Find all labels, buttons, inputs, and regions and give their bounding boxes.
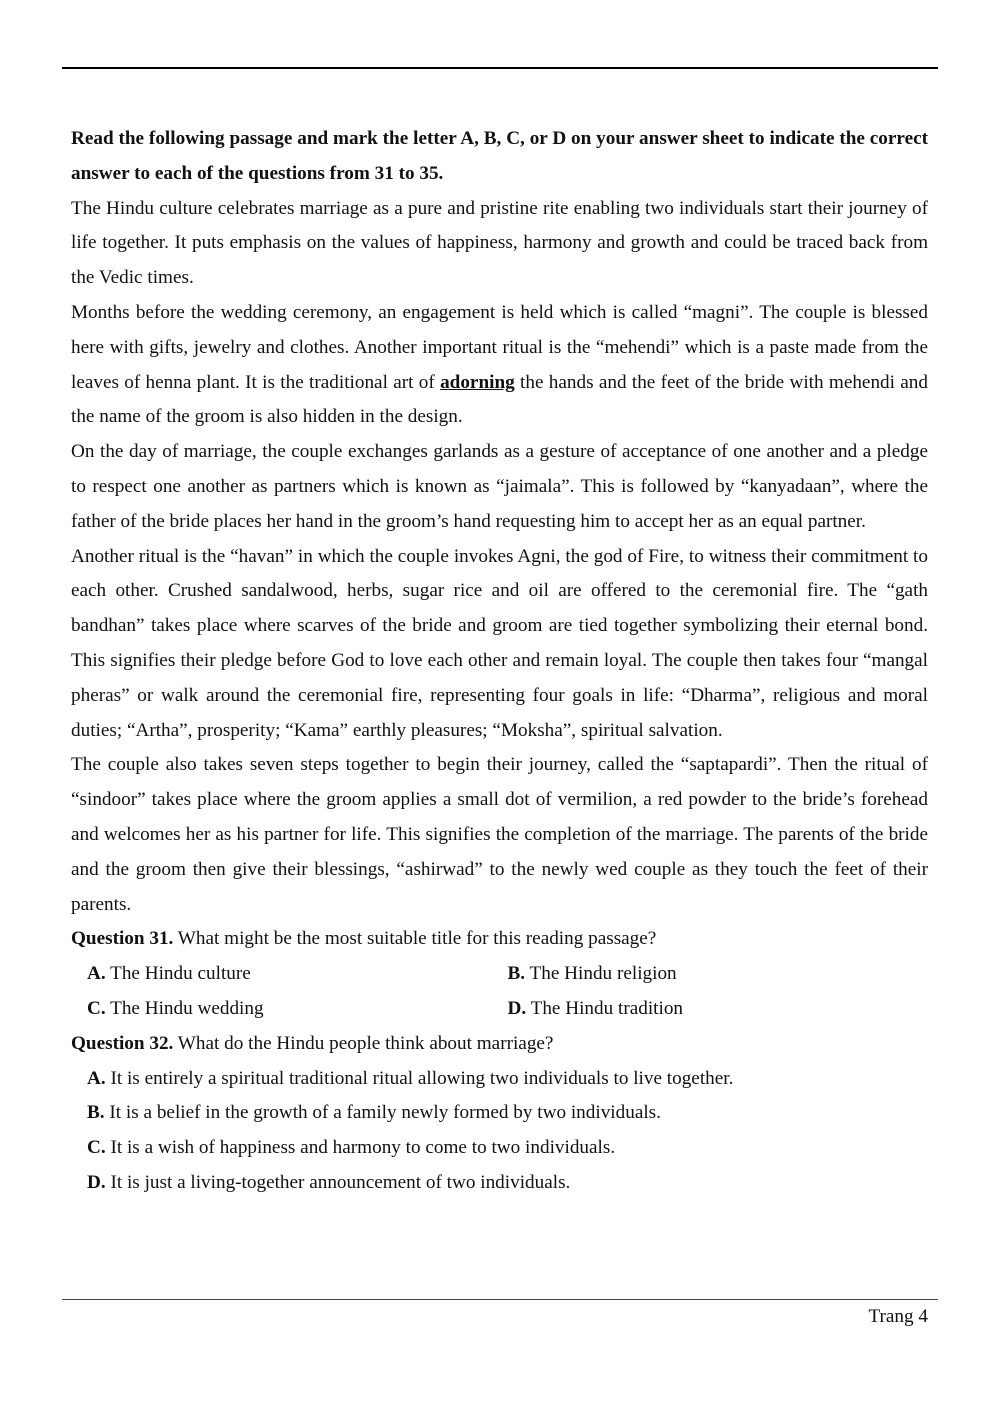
footer-rule xyxy=(62,1299,938,1300)
option-text: It is a wish of happiness and harmony to come to two individuals. xyxy=(105,1137,616,1159)
page-number: Trang 4 xyxy=(868,1306,928,1327)
option-text: It is a belief in the growth of a family newly formed by two individuals. xyxy=(104,1102,661,1124)
option-letter: D. xyxy=(507,997,527,1019)
option-letter: C. xyxy=(87,997,106,1019)
option-letter: A. xyxy=(87,963,106,985)
option-letter: B. xyxy=(507,963,526,985)
option-text: It is just a living-together announcement of two individuals. xyxy=(105,1171,571,1193)
option-letter: A. xyxy=(87,1067,106,1089)
option-32-c[interactable] xyxy=(71,1131,928,1166)
option-letter: D. xyxy=(87,1171,106,1193)
passage-paragraph-2 xyxy=(71,296,928,435)
question-32-text: What do the Hindu people think about marriage? xyxy=(173,1032,554,1054)
option-letter: C. xyxy=(87,1137,106,1159)
option-31-d[interactable] xyxy=(508,992,929,1027)
passage-paragraph-1: The Hindu culture celebrates marriage as a pure and pristine rite enabling two individuals start their journey of life together. It puts emphasis on the values of happiness, harmony and growth and could be traced back from the Vedic times. xyxy=(71,197,928,289)
option-text: The Hindu wedding xyxy=(105,997,264,1019)
option-31-c[interactable] xyxy=(87,992,508,1027)
passage-paragraph-2-part-2: the hands and the feet of the bride with mehendi and the name of the groom is also hidden in the design. xyxy=(71,371,928,428)
option-text: The Hindu culture xyxy=(105,963,251,985)
header-rule xyxy=(62,67,938,69)
question-31-text: What might be the most suitable title for this reading passage? xyxy=(173,928,657,950)
option-text: It is entirely a spiritual traditional ritual allowing two individuals to live together. xyxy=(105,1067,734,1089)
instruction-text: Read the following passage and mark the letter A, B, C, or D on your answer sheet to indicate the correct answer to each of the questions from 31 to 35. xyxy=(71,128,928,184)
option-31-b[interactable] xyxy=(508,957,929,992)
question-31-options-row-2 xyxy=(71,992,928,1027)
question-31-number: Question 31. xyxy=(71,928,174,950)
passage-paragraph-4: Another ritual is the “havan” in which the couple invokes Agni, the god of Fire, to witness their commitment to each other. Crushed sandalwood, herbs, sugar rice and oil are offered to the ceremonial fire. The “gath bandhan” takes place where scarves of the bride and groom are tied together symbolizing their eternal bond. This signifies their pledge before God to love each other and remain loyal. The couple then takes four “mangal pheras” or walk around the ceremonial fire, representing four goals in life: “Dharma”, religious and moral duties; “Artha”, prosperity; “Kama” earthly pleasures; “Moksha”, spiritual salvation. xyxy=(71,545,928,741)
option-32-d[interactable] xyxy=(71,1166,928,1201)
option-text: The Hindu tradition xyxy=(526,997,684,1019)
option-31-a[interactable] xyxy=(87,957,508,992)
passage-paragraph-3: On the day of marriage, the couple exchanges garlands as a gesture of acceptance of one another and a pledge to respect one another as partners which is known as “jaimala”. This is followed by “kanyadaan”, where the father of the bride places her hand in the groom’s hand requesting him to accept her as an equal partner. xyxy=(71,441,928,532)
option-text: The Hindu religion xyxy=(525,963,677,985)
question-32-number: Question 32. xyxy=(71,1032,174,1054)
passage-paragraph-5: The couple also takes seven steps together to begin their journey, called the “saptapardi”. Then the ritual of “sindoor” takes place where the groom applies a small dot of vermilion, a red powder to the bride’s forehead and welcomes her as his partner for life. This signifies the completion of the marriage. The parents of the bride and the groom then give their blessings, “ashirwad” to the newly wed couple as they touch the feet of their parents. xyxy=(71,754,928,915)
option-32-a[interactable] xyxy=(71,1062,928,1097)
question-32 xyxy=(71,1027,928,1062)
document-body xyxy=(71,122,928,1201)
option-letter: B. xyxy=(87,1102,105,1124)
passage-paragraph-2-part-1: Months before the wedding ceremony, an engagement is held which is called “magni”. The couple is blessed here with gifts, jewelry and clothes. Another important ritual is the “mehendi” which is a paste made from the leaves of henna plant. It is the traditional art of xyxy=(71,301,928,393)
question-31 xyxy=(71,922,928,957)
option-32-b[interactable] xyxy=(71,1096,928,1131)
highlighted-word: adorning xyxy=(440,371,515,393)
question-31-options-row-1 xyxy=(71,957,928,992)
